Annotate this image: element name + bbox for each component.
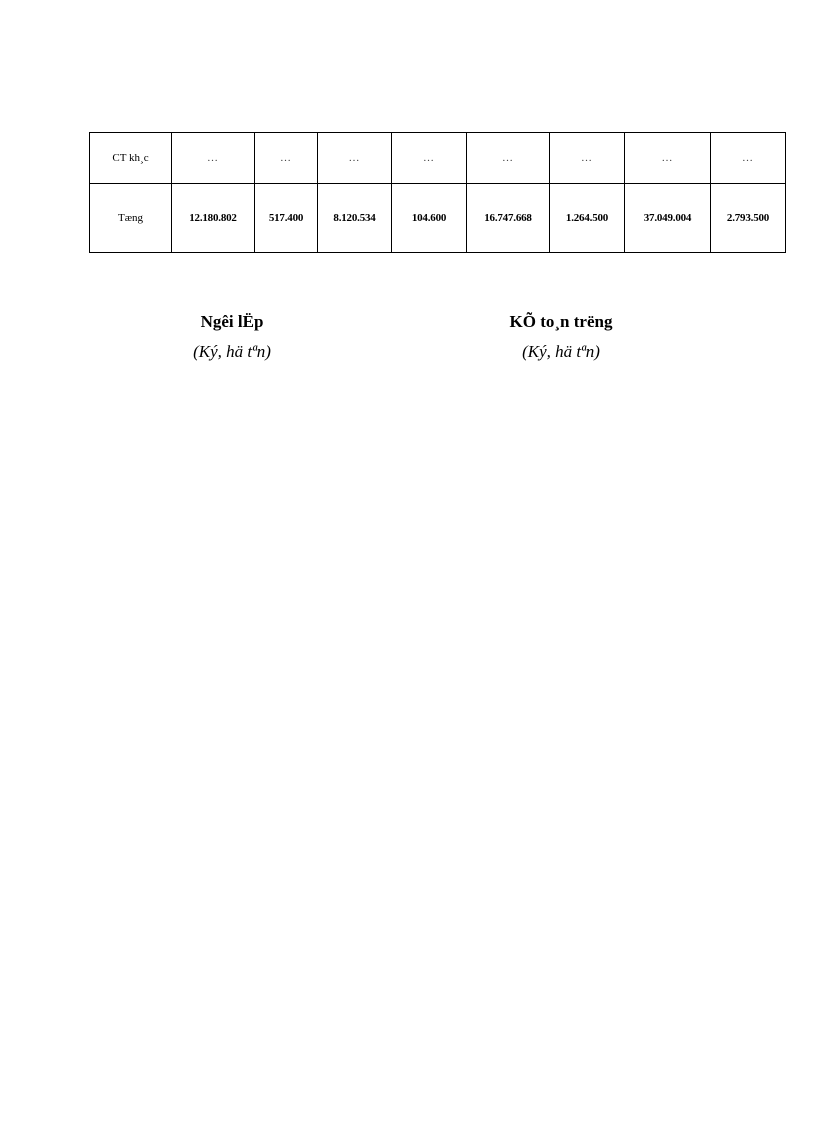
table-cell: 12.180.802 — [172, 184, 255, 253]
preparer-title: Ngêi lËp — [200, 312, 264, 331]
preparer-signature-note: (Ký, hä tªn) — [193, 342, 271, 361]
table-cell: … — [467, 133, 550, 184]
table-row-other — [90, 133, 786, 184]
row-label: Tæng — [90, 184, 172, 253]
chief-accountant-signature-note: (Ký, hä tªn) — [522, 342, 600, 361]
table-cell: … — [392, 133, 467, 184]
table-cell: 1.264.500 — [550, 184, 625, 253]
table-cell: … — [550, 133, 625, 184]
table-cell: 517.400 — [255, 184, 318, 253]
table-cell: … — [711, 133, 786, 184]
table-cell: 8.120.534 — [318, 184, 392, 253]
table-cell: 37.049.004 — [625, 184, 711, 253]
table-cell: … — [318, 133, 392, 184]
table-cell: … — [255, 133, 318, 184]
summary-table-container — [89, 132, 786, 253]
table-cell: … — [625, 133, 711, 184]
chief-accountant-title: KÕ to¸n trëng — [509, 312, 613, 331]
summary-table — [89, 132, 786, 253]
row-label: CT kh¸c — [90, 133, 172, 184]
preparer-signature-block — [170, 311, 294, 363]
table-cell: 104.600 — [392, 184, 467, 253]
table-row-total — [90, 184, 786, 253]
table-cell: 16.747.668 — [467, 184, 550, 253]
table-cell: … — [172, 133, 255, 184]
chief-accountant-signature-block — [486, 311, 636, 363]
table-cell: 2.793.500 — [711, 184, 786, 253]
